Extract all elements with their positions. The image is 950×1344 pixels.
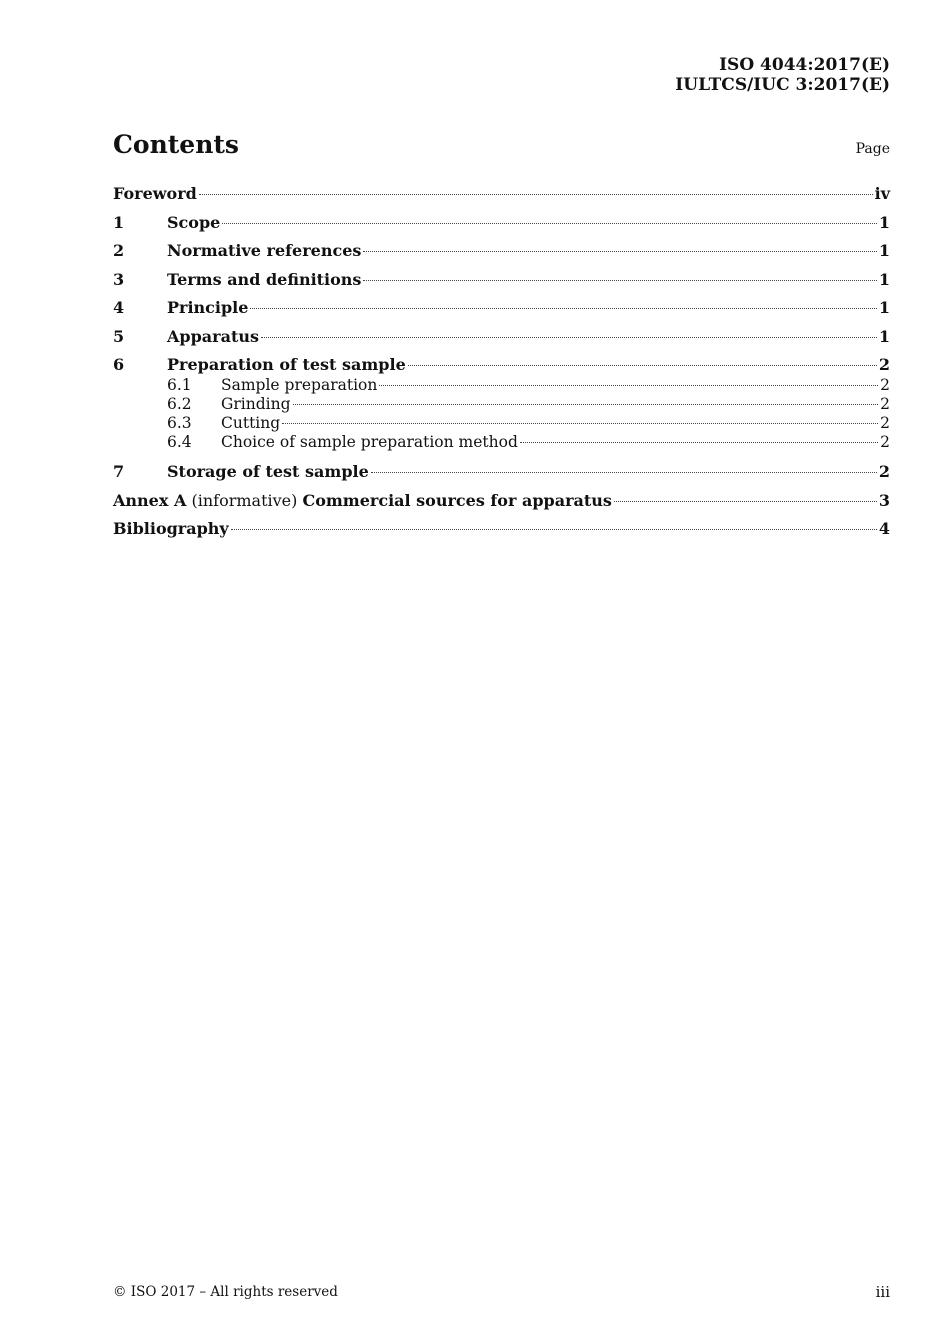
page-title: Contents	[113, 130, 240, 159]
toc-entry-number: 5	[113, 326, 125, 346]
toc-entry-title: Principle	[167, 298, 249, 317]
toc-entry-normative-references[interactable]	[113, 241, 890, 270]
toc-entry-preparation-of-test-sample[interactable]	[113, 355, 890, 376]
toc-entry-page: 1	[878, 326, 890, 346]
toc-entry-apparatus[interactable]	[113, 327, 890, 356]
toc-entry-page: iv	[874, 184, 890, 203]
toc-entry-title: Bibliography	[113, 519, 229, 538]
standard-id-secondary: IULTCS/IUC 3:2017(E)	[675, 75, 890, 95]
toc-entry-title: Apparatus	[167, 326, 259, 346]
dot-leader	[371, 472, 877, 473]
table-of-contents	[113, 184, 890, 548]
dot-leader	[614, 501, 877, 502]
toc-subentry-grinding[interactable]	[113, 395, 890, 414]
toc-entry-number: 6.3	[167, 414, 192, 432]
toc-entry-title: Terms and definitions	[167, 269, 362, 289]
dot-leader	[520, 442, 878, 443]
toc-entry-number: 3	[113, 269, 125, 289]
toc-entry-title: Normative references	[167, 241, 362, 260]
toc-entry-annex-a[interactable]	[113, 491, 890, 520]
dot-leader	[408, 365, 877, 366]
toc-entry-page: 2	[880, 433, 890, 451]
toc-entry-number: 4	[113, 298, 125, 317]
dot-leader	[363, 280, 876, 281]
toc-entry-number: 1	[113, 212, 125, 232]
page-number: iii	[875, 1283, 890, 1301]
dot-leader	[379, 385, 878, 386]
page-column-label: Page	[855, 141, 890, 157]
toc-entry-number: 6	[113, 355, 125, 374]
toc-entry-page: 2	[878, 462, 890, 481]
toc-entry-bibliography[interactable]	[113, 519, 890, 548]
toc-subentry-sample-preparation[interactable]	[113, 376, 890, 395]
toc-entry-number: 2	[113, 241, 125, 260]
toc-entry-page: 2	[880, 376, 890, 394]
annex-title: Commercial sources for apparatus	[302, 490, 612, 510]
dot-leader	[363, 251, 876, 252]
annex-label: Annex A	[113, 490, 187, 510]
standard-id: ISO 4044:2017(E)	[719, 55, 890, 75]
toc-entry-title	[113, 491, 612, 510]
toc-entry-page: 4	[878, 519, 890, 538]
toc-entry-foreword[interactable]	[113, 184, 890, 213]
toc-entry-page: 1	[878, 212, 890, 232]
toc-subentry-cutting[interactable]	[113, 414, 890, 433]
toc-entry-page: 2	[880, 395, 890, 413]
document-header	[675, 55, 890, 95]
toc-entry-number: 7	[113, 462, 125, 481]
toc-entry-page: 1	[878, 298, 890, 317]
toc-entry-title: Grinding	[221, 395, 291, 413]
dot-leader	[199, 194, 873, 195]
toc-entry-title: Storage of test sample	[167, 462, 369, 481]
dot-leader	[282, 423, 878, 424]
toc-entry-title: Cutting	[221, 414, 281, 432]
dot-leader	[250, 308, 876, 309]
toc-entry-page: 1	[878, 241, 890, 260]
toc-entry-title: Preparation of test sample	[167, 355, 406, 374]
toc-entry-page: 2	[880, 414, 890, 432]
toc-entry-terms-and-definitions[interactable]	[113, 270, 890, 299]
toc-entry-page: 2	[878, 355, 890, 374]
dot-leader	[261, 337, 877, 338]
dot-leader	[222, 223, 877, 224]
annex-qualifier: (informative)	[191, 490, 298, 510]
toc-subentry-choice-of-method[interactable]	[113, 433, 890, 462]
toc-entry-number: 6.2	[167, 395, 192, 413]
toc-entry-title: Choice of sample preparation method	[221, 433, 518, 451]
dot-leader	[231, 529, 877, 530]
toc-entry-storage-of-test-sample[interactable]	[113, 462, 890, 491]
toc-entry-scope[interactable]	[113, 213, 890, 242]
toc-entry-title: Sample preparation	[221, 376, 378, 394]
toc-entry-number: 6.1	[167, 376, 192, 394]
copyright-notice: © ISO 2017 – All rights reserved	[113, 1284, 338, 1300]
toc-entry-principle[interactable]	[113, 298, 890, 327]
dot-leader	[293, 404, 879, 405]
toc-entry-title: Foreword	[113, 184, 197, 203]
toc-entry-page: 1	[878, 269, 890, 289]
toc-entry-page: 3	[878, 490, 890, 510]
toc-entry-title: Scope	[167, 212, 221, 232]
toc-entry-number: 6.4	[167, 433, 192, 451]
